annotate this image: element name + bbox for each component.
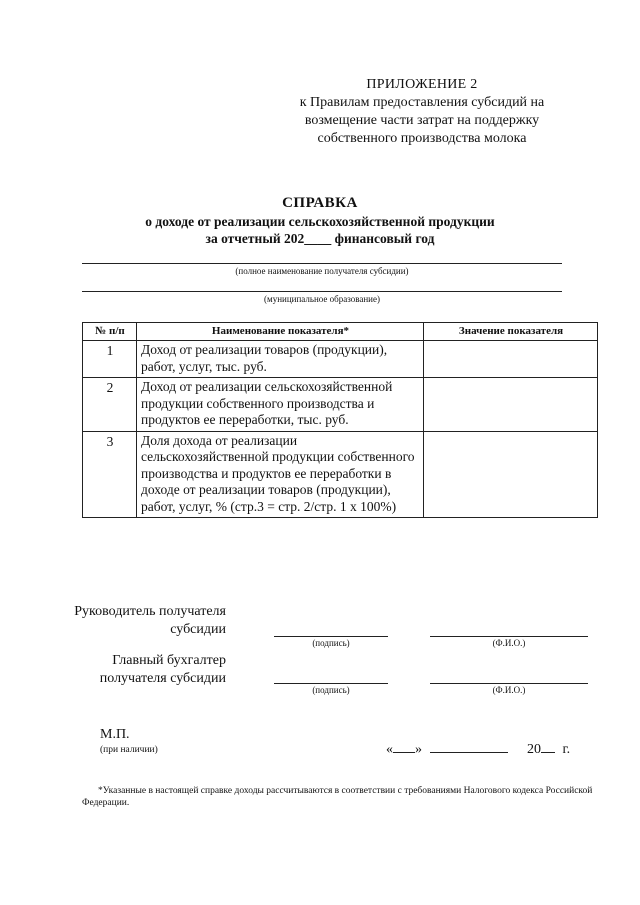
document-subtitle-line1: о доходе от реализации сельскохозяйственной продукции bbox=[145, 214, 495, 229]
head-name-caption: (Ф.И.О.) bbox=[492, 638, 526, 648]
row-number: 3 bbox=[83, 431, 137, 518]
header-indicator-value: Значение показателя bbox=[424, 323, 598, 341]
accountant-name-line[interactable] bbox=[430, 683, 588, 684]
row-indicator-value[interactable] bbox=[424, 431, 598, 518]
accountant-signature-line[interactable] bbox=[274, 683, 388, 684]
accountant-signature-caption: (подпись) bbox=[312, 685, 350, 695]
head-name-line[interactable] bbox=[430, 636, 588, 637]
row-number: 2 bbox=[83, 378, 137, 432]
table-row bbox=[83, 341, 598, 378]
date-day-blank[interactable] bbox=[393, 740, 415, 753]
municipality-line bbox=[82, 291, 562, 292]
recipient-name-line bbox=[82, 263, 562, 264]
head-signature-caption: (подпись) bbox=[312, 638, 350, 648]
date-month-blank[interactable] bbox=[430, 740, 508, 753]
date-close-quote: » bbox=[415, 742, 422, 757]
date-year-suffix: г. bbox=[562, 742, 571, 757]
table-row bbox=[83, 378, 598, 432]
recipient-name-field[interactable] bbox=[82, 263, 562, 277]
row-indicator-name: Доход от реализации товаров (продукции), работ, услуг, тыс. руб. bbox=[137, 341, 424, 378]
row-indicator-name: Доля дохода от реализации сельскохозяйственной продукции собственного производства и продуктов ее переработки в доходе от реализации товаров (продукции), работ, услуг, % (стр.3 = стр. 2/стр. 1 х 100%) bbox=[137, 431, 424, 518]
municipality-caption: (муниципальное образование) bbox=[264, 294, 380, 304]
stamp-label: М.П. bbox=[100, 727, 130, 742]
document-title: СПРАВКА bbox=[282, 195, 358, 211]
document-subtitle-line2: за отчетный 202____ финансовый год bbox=[205, 231, 435, 246]
stamp-caption: (при наличии) bbox=[100, 745, 158, 755]
row-indicator-value[interactable] bbox=[424, 378, 598, 432]
head-role-label: Руководитель получателя субсидии bbox=[74, 604, 226, 637]
municipality-field[interactable] bbox=[82, 291, 562, 305]
header-number: № п/п bbox=[83, 323, 137, 341]
appendix-text: к Правилам предоставления субсидий на возмещение части затрат на поддержку собственного производства молока bbox=[299, 95, 545, 146]
head-signature-line[interactable] bbox=[274, 636, 388, 637]
accountant-name-caption: (Ф.И.О.) bbox=[492, 685, 526, 695]
row-indicator-name: Доход от реализации сельскохозяйственной продукции собственного производства и продуктов ее переработки, тыс. руб. bbox=[137, 378, 424, 432]
date-year-blank[interactable] bbox=[541, 740, 555, 753]
appendix-block bbox=[272, 76, 572, 148]
footnote: *Указанные в настоящей справке доходы рассчитываются в соответствии с требованиями Налогового кодекса Российской Федерации. bbox=[82, 786, 593, 808]
table-header-row bbox=[83, 323, 598, 341]
row-indicator-value[interactable] bbox=[424, 341, 598, 378]
date-year-prefix: 20 bbox=[527, 742, 541, 757]
indicators-table bbox=[82, 322, 598, 518]
document-heading bbox=[80, 194, 560, 247]
header-indicator-name: Наименование показателя* bbox=[137, 323, 424, 341]
date-field[interactable] bbox=[386, 740, 570, 759]
table-row bbox=[83, 431, 598, 518]
recipient-name-caption: (полное наименование получателя субсидии) bbox=[235, 266, 409, 276]
accountant-role-label: Главный бухгалтер получателя субсидии bbox=[99, 653, 226, 686]
row-number: 1 bbox=[83, 341, 137, 378]
appendix-title: ПРИЛОЖЕНИЕ 2 bbox=[366, 77, 478, 92]
date-open-quote: « bbox=[386, 742, 393, 757]
